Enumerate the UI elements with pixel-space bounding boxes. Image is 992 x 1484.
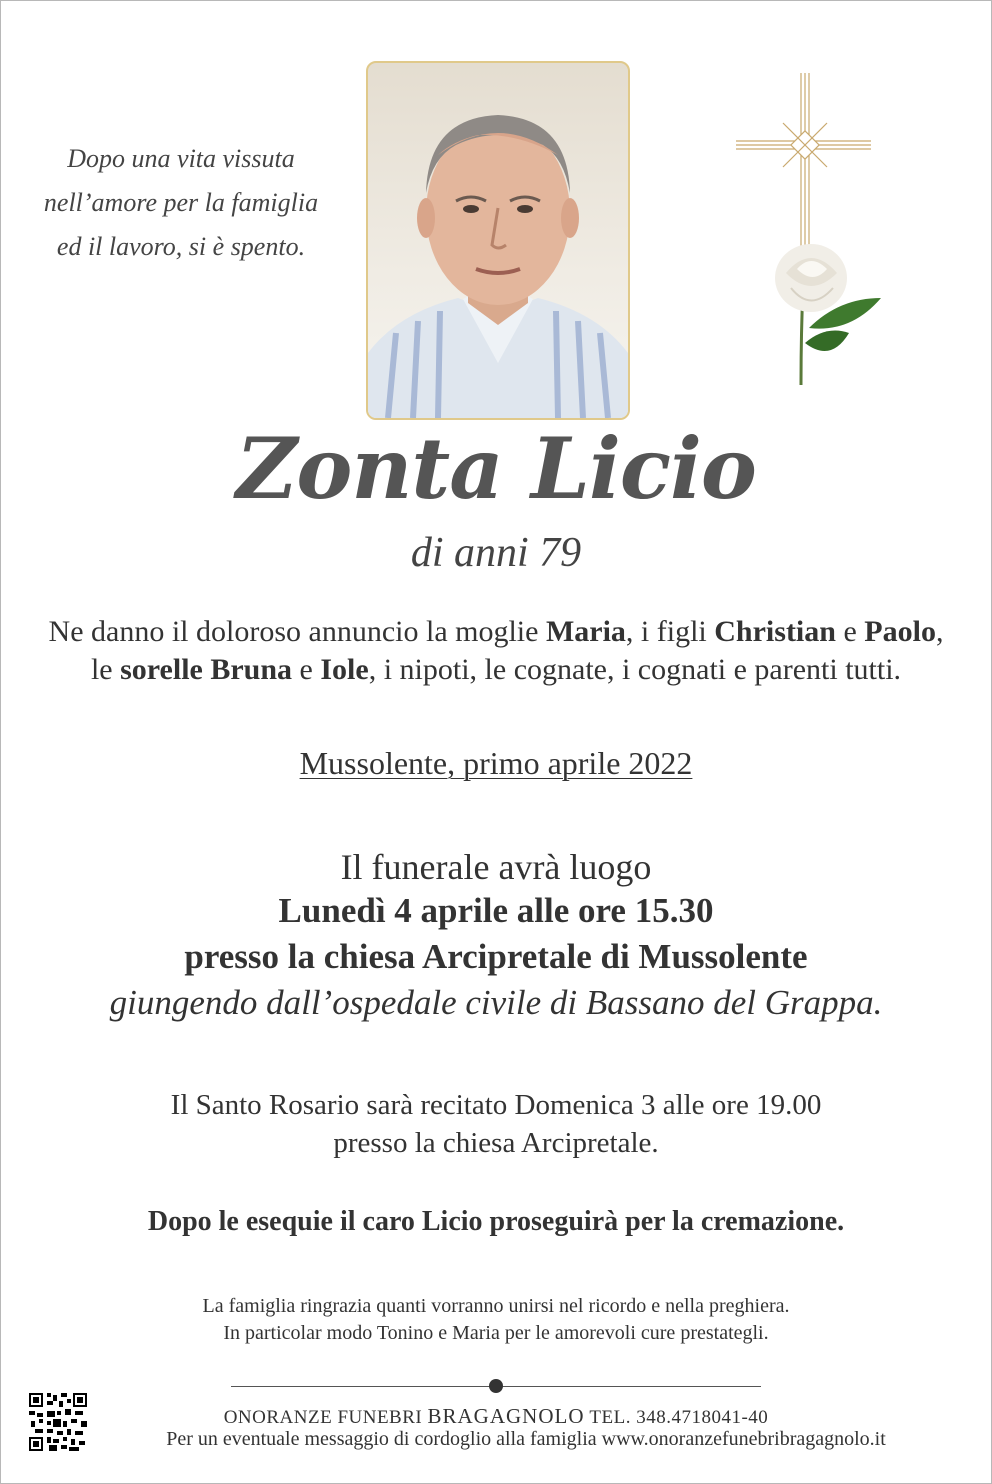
thanks-line-2: In particolar modo Tonino e Maria per le amorevoli cure prestategli. — [223, 1322, 769, 1344]
funeral-departure: giungendo dall’ospedale civile di Bassano del Grappa. — [109, 983, 883, 1022]
announcement-line-2 — [1, 651, 991, 689]
relative-name: Paolo — [864, 615, 936, 648]
white-rose-icon — [775, 244, 881, 385]
funeral-agency — [1, 1404, 991, 1429]
deceased-age: di anni 79 — [410, 530, 582, 576]
announcement — [1, 613, 991, 689]
cremation-note: Dopo le esequie il caro Licio proseguirà per la cremazione. — [147, 1206, 845, 1237]
cross-icon — [731, 73, 881, 393]
announcement-text: , — [935, 615, 944, 648]
agency-name: BRAGAGNOLO — [427, 1404, 585, 1428]
intro-line-3: ed il lavoro, si è spento. — [56, 232, 306, 261]
agency-phone: TEL. 348.4718041-40 — [584, 1407, 769, 1428]
deceased-name: Zonta Licio — [236, 419, 756, 518]
rosary-line-2: presso la chiesa Arcipretale. — [333, 1127, 659, 1159]
relative-name: Maria — [545, 615, 626, 648]
announcement-text: e — [292, 653, 321, 686]
intro-line-2: nell’amore per la famiglia — [43, 188, 319, 217]
announcement-line-1 — [1, 613, 991, 651]
funeral-line-1: Il funerale avrà luogo — [340, 847, 652, 887]
intro-line-1: Dopo una vita vissuta — [67, 144, 295, 173]
cross-with-rose — [731, 73, 881, 393]
announcement-text: Ne danno il doloroso annuncio la moglie — [48, 615, 546, 648]
announcement-text: , i nipoti, le cognate, i cognati e parenti tutti. — [368, 653, 902, 686]
announcement-text: le — [90, 653, 121, 686]
funeral-location: presso la chiesa Arcipretale di Mussolente — [184, 937, 808, 976]
divider-dot — [489, 1379, 503, 1393]
announcement-text: , i figli — [625, 615, 715, 648]
thanks-line-1: La famiglia ringrazia quanti vorranno unirsi nel ricordo e nella preghiera. — [202, 1295, 790, 1317]
portrait-photo — [366, 61, 630, 420]
intro-verse — [31, 137, 331, 269]
relative-name: Iole — [320, 653, 369, 686]
announcement-text: e — [835, 615, 865, 648]
funeral-date-time: Lunedì 4 aprile alle ore 15.30 — [278, 891, 714, 930]
place-date-text: Mussolente, primo aprile 2022 — [299, 745, 693, 781]
condolence-website[interactable]: Per un eventuale messaggio di cordoglio alla famiglia www.onoranzefunebribragagnolo.it — [166, 1428, 886, 1450]
rosary-line-1: Il Santo Rosario sarà recitato Domenica 3 alle ore 19.00 — [170, 1089, 822, 1121]
agency-prefix: ONORANZE FUNEBRI — [223, 1407, 428, 1428]
relative-name: Christian — [714, 615, 836, 648]
place-date — [1, 745, 991, 782]
relative-name: sorelle Bruna — [120, 653, 293, 686]
